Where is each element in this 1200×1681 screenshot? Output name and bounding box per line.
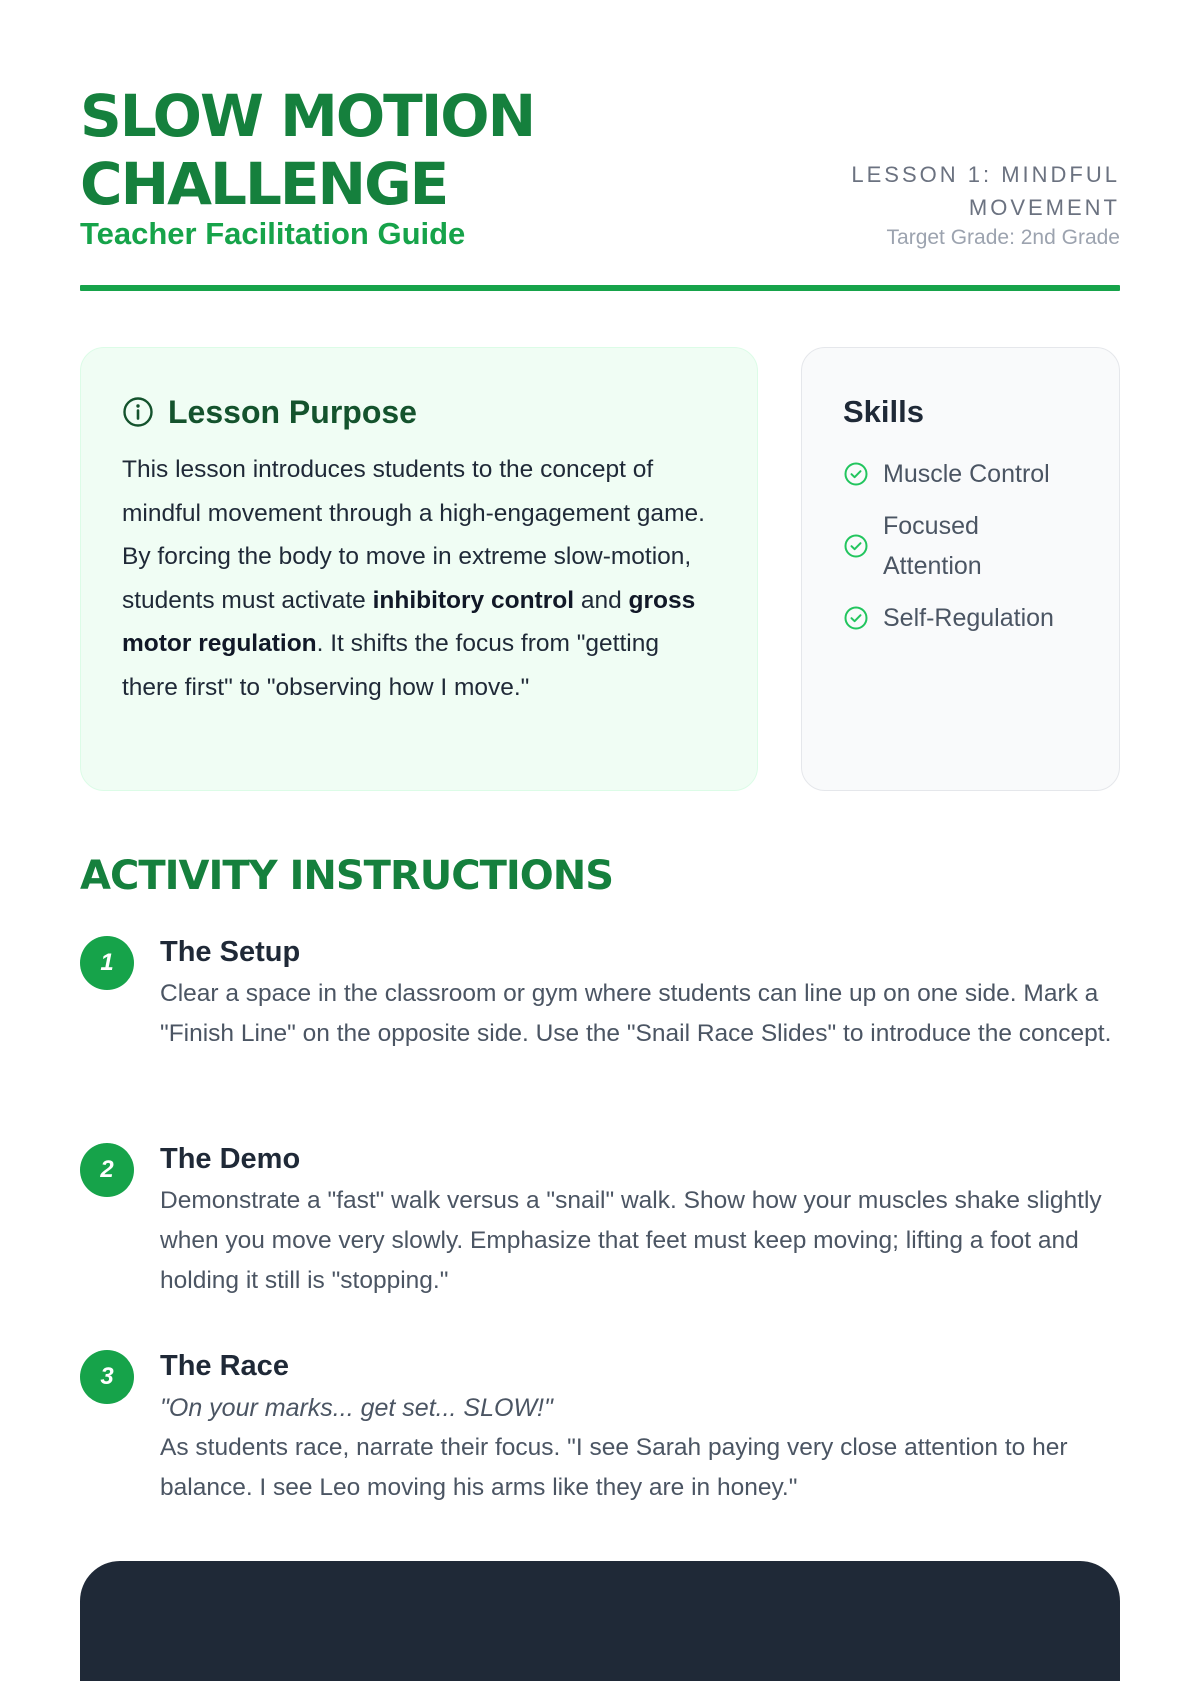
skills-title: Skills <box>843 394 924 429</box>
lesson-purpose-heading <box>122 392 717 432</box>
header-divider <box>80 285 1120 291</box>
check-circle-icon <box>843 461 869 487</box>
step-quote: "On your marks... get set... SLOW!" <box>160 1394 553 1422</box>
step-text: Clear a space in the classroom or gym where students can line up on one side. Mark a "Finish Line" on the opposite side. Use the "Snail Race Slides" to introduce the concept. <box>160 980 1112 1047</box>
skill-label: Muscle Control <box>883 460 1050 488</box>
step-number-badge: 3 <box>80 1350 134 1404</box>
title-line-2: CHALLENGE <box>80 150 448 218</box>
info-icon <box>122 396 154 428</box>
purpose-text-part-2: and <box>574 586 629 614</box>
step-body <box>160 934 1120 1054</box>
lesson-purpose-card <box>80 347 758 791</box>
step-number-badge: 2 <box>80 1143 134 1197</box>
step-number-badge: 1 <box>80 936 134 990</box>
skill-item <box>843 454 1099 494</box>
check-circle-icon <box>843 533 869 559</box>
purpose-bold-gross-motor: gross motor regulation <box>122 586 696 657</box>
activity-instructions-heading: ACTIVITY INSTRUCTIONS <box>80 853 614 899</box>
target-grade: Target Grade: 2nd Grade <box>886 226 1120 249</box>
purpose-text-part-3: . It shifts the focus from "getting there first" to "observing how I move." <box>122 630 659 701</box>
lesson-label <box>800 158 1120 224</box>
step-title: The Demo <box>160 1143 301 1175</box>
page-subtitle: Teacher Facilitation Guide <box>80 216 466 251</box>
step-text: Demonstrate a "fast" walk versus a "snail" walk. Show how your muscles shake slightly when you move very slowly. Emphasize that feet must keep moving; lifting a foot and holding it still is "stopping." <box>160 1187 1102 1294</box>
step-text: As students race, narrate their focus. "I see Sarah paying very close attention to her balance. I see Leo moving his arms like they are in honey." <box>160 1434 1068 1501</box>
page-title <box>80 82 700 218</box>
step-body <box>160 1348 1120 1508</box>
purpose-bold-inhibitory-control: inhibitory control <box>372 586 575 614</box>
skill-label: Focused Attention <box>883 512 982 580</box>
footer-banner <box>80 1561 1120 1681</box>
skills-card <box>801 347 1120 791</box>
check-circle-icon <box>843 605 869 631</box>
title-line-1: SLOW MOTION <box>80 82 535 150</box>
lesson-label-line-1: LESSON 1: MINDFUL <box>851 162 1120 187</box>
skill-item <box>843 506 1099 586</box>
purpose-text-part-1: This lesson introduces students to the concept of mindful movement through a high-engagement game. By forcing the body to move in extreme slow-motion, students must activate <box>122 456 705 614</box>
lesson-meta <box>800 158 1120 250</box>
step-body <box>160 1141 1120 1301</box>
skill-item <box>843 598 1099 638</box>
step-title: The Race <box>160 1350 289 1382</box>
document-header <box>80 82 1120 292</box>
skill-label: Self-Regulation <box>883 604 1054 632</box>
lesson-purpose-text <box>122 448 717 709</box>
step-title: The Setup <box>160 936 301 968</box>
lesson-label-line-2: MOVEMENT <box>968 195 1120 220</box>
lesson-purpose-title: Lesson Purpose <box>168 394 417 430</box>
